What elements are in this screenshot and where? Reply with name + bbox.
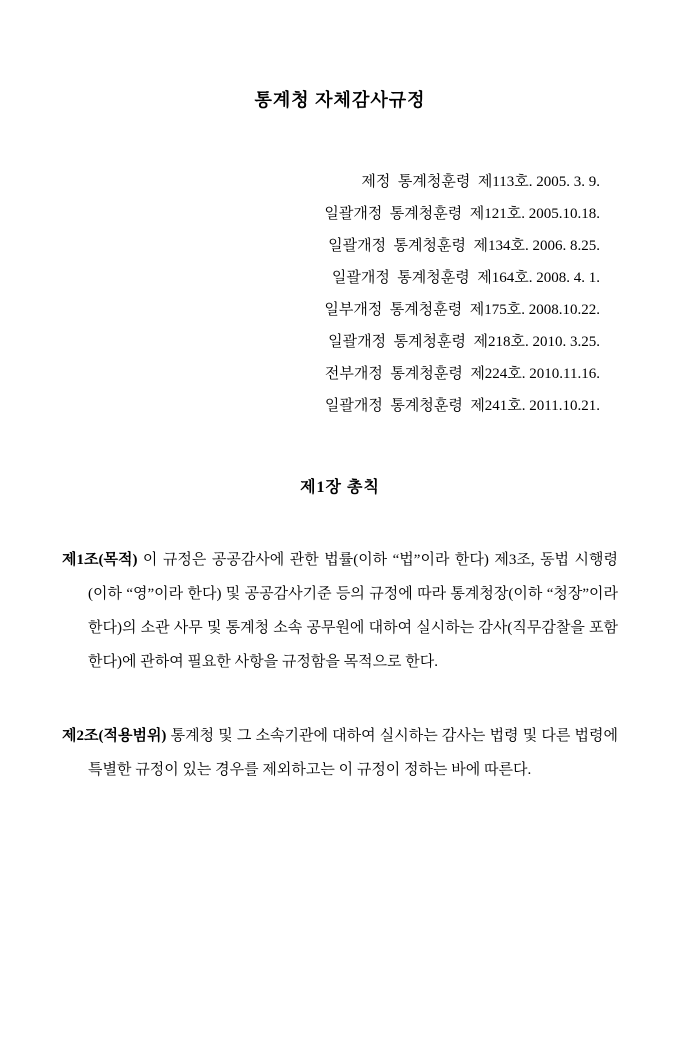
article-2-text: 통계청 및 그 소속기관에 대하여 실시하는 감사는 법령 및 다른 법령에 특별한 규정이 있는 경우를 제외하고는 이 규정이 정하는 바에 따른다. [88, 728, 618, 778]
article-1-text: 이 규정은 공공감사에 관한 법률(이하 “법”이라 한다) 제3조, 동법 시행령(이하 “영”이라 한다) 및 공공감사기준 등의 규정에 따라 통계청장(이하 “청장”이라 한다)의 소관 사무 및 통계청 소속 공무원에 대하여 실시하는 감사(직무감찰을 포함한다)에 관하여 필요한 사항을 규정함을 목적으로 한다. [88, 552, 618, 670]
chapter-heading: 제1장 총칙 [300, 479, 380, 496]
article-2 [62, 719, 618, 787]
article-1-number: 제1조(목적) [62, 552, 138, 568]
revision-entry: 제정 통계청훈령 제113호. 2005. 3. 9. [361, 174, 600, 190]
revision-entry: 일부개정 통계청훈령 제175호. 2008.10.22. [324, 302, 600, 318]
document-page [0, 86, 680, 1048]
revision-history [62, 166, 600, 422]
revision-entry: 일괄개정 통계청훈령 제218호. 2010. 3.25. [328, 334, 600, 350]
article-2-number: 제2조(적용범위) [62, 728, 167, 744]
revision-entry: 전부개정 통계청훈령 제224호. 2010.11.16. [324, 366, 600, 382]
revision-entry: 일괄개정 통계청훈령 제134호. 2006. 8.25. [328, 238, 600, 254]
page-title: 통계청 자체감사규정 [254, 90, 426, 110]
revision-entry: 일괄개정 통계청훈령 제164호. 2008. 4. 1. [331, 270, 600, 286]
article-1 [62, 543, 618, 679]
revision-entry: 일괄개정 통계청훈령 제121호. 2005.10.18. [324, 206, 600, 222]
revision-entry: 일괄개정 통계청훈령 제241호. 2011.10.21. [324, 398, 600, 414]
